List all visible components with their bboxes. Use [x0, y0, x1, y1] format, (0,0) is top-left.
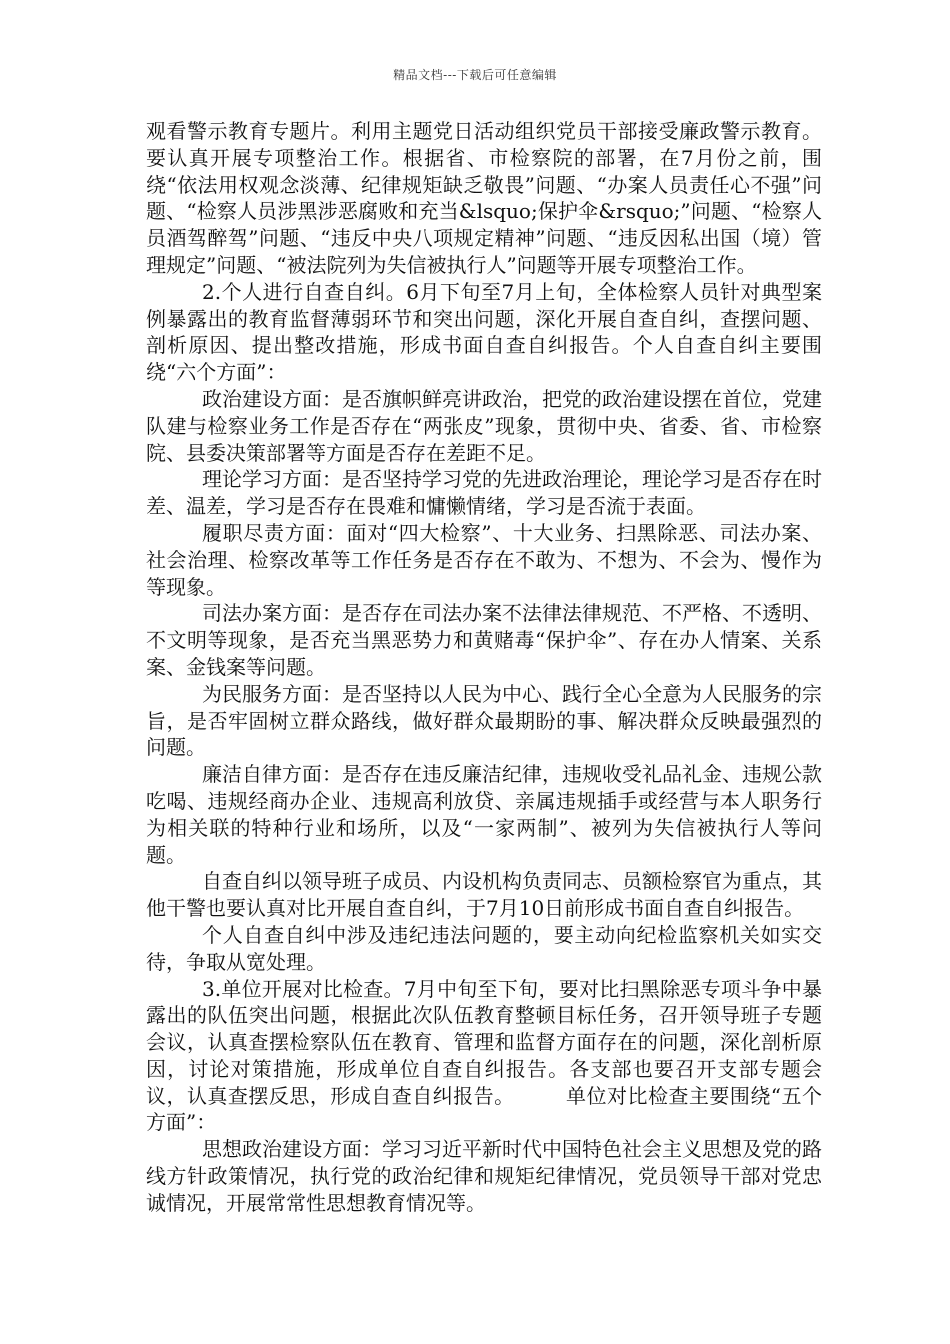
paragraph-self-check: 2.个人进行自查自纠。6月下旬至7月上旬，全体检察人员针对典型案例暴露出的教育监督薄弱环节和突出问题，深化开展自查自纠，查摆问题、剖析原因、提出整改措施，形成书面自查自纠报告。个人自查自纠主要围绕“六个方面”：: [146, 279, 822, 385]
paragraph-unit-check: 3.单位开展对比检查。7月中旬至下旬，要对比扫黑除恶专项斗争中暴露出的队伍突出问题，根据此次队伍教育整顿目标任务，召开领导班子专题会议，认真查摆检察队伍在教育、管理和监督方面存在的问题，深化剖析原因，讨论对策措施，形成单位自查自纠报告。各支部也要召开支部专题会议，认真查摆反思，形成自查自纠报告。 单位对比检查主要围绕“五个方面”：: [146, 976, 822, 1135]
paragraph-intro: 观看警示教育专题片。利用主题党日活动组织党员干部接受廉政警示教育。要认真开展专项整治工作。根据省、市检察院的部署，在7月份之前，围绕“依法用权观念淡薄、纪律规矩缺乏敬畏”问题、“办案人员责任心不强”问题、“检察人员涉黑涉恶腐败和充当&lsquo;保护伞&rsquo;”问题、“检察人员酒驾醉驾”问题、“违反中央八项规定精神”问题、“违反因私出国（境）管理规定”问题、“被法院列为失信被执行人”问题等开展专项整治工作。: [146, 119, 822, 277]
paragraph-disciplinary-issues: 个人自查自纠中涉及违纪违法问题的，要主动向纪检监察机关如实交待，争取从宽处理。: [146, 922, 822, 974]
paragraph-self-check-focus: 自查自纠以领导班子成员、内设机构负责同志、员额检察官为重点，其他干警也要认真对比开展自查自纠，于7月10日前形成书面自查自纠报告。: [146, 869, 822, 921]
paragraph-ideological-building: 思想政治建设方面：学习习近平新时代中国特色社会主义思想及党的路线方针政策情况，执行党的政治纪律和规矩纪律情况，党员领导干部对党忠诚情况，开展常常性思想教育情况等。: [146, 1137, 822, 1215]
paragraph-duty-performance: 履职尽责方面：面对“四大检察”、十大业务、扫黑除恶、司法办案、社会治理、检察改革等工作任务是否存在不敢为、不想为、不会为、慢作为等现象。: [146, 520, 822, 599]
paragraph-serving-people: 为民服务方面：是否坚持以人民为中心、践行全心全意为人民服务的宗旨，是否牢固树立群众路线，做好群众最期盼的事、解决群众反映最强烈的问题。: [146, 681, 822, 760]
paragraph-theory-study: 理论学习方面：是否坚持学习党的先进政治理论，理论学习是否存在时差、温差，学习是否存在畏难和慵懒情绪，学习是否流于表面。: [146, 467, 822, 519]
paragraph-judicial-cases: 司法办案方面：是否存在司法办案不法律法律规范、不严格、不透明、不文明等现象，是否充当黑恶势力和黄赌毒“保护伞”、存在办人情案、关系案、金钱案等问题。: [146, 601, 822, 679]
paragraph-political-building: 政治建设方面：是否旗帜鲜亮讲政治，把党的政治建设摆在首位，党建队建与检察业务工作是否存在“两张皮”现象，贯彻中央、省委、省、市检察院、县委决策部署等方面是否存在差距不足。: [146, 386, 822, 465]
paragraph-integrity: 廉洁自律方面：是否存在违反廉洁纪律，违规收受礼品礼金、违规公款吃喝、违规经商办企业、违规高利放贷、亲属违规插手或经营与本人职务行为相关联的特种行业和场所，以及“一家两制”、被列为失信被执行人等问题。: [146, 762, 822, 867]
document-body: [146, 118, 822, 1217]
page-header: 精品文档---下载后可任意编辑: [393, 68, 557, 82]
